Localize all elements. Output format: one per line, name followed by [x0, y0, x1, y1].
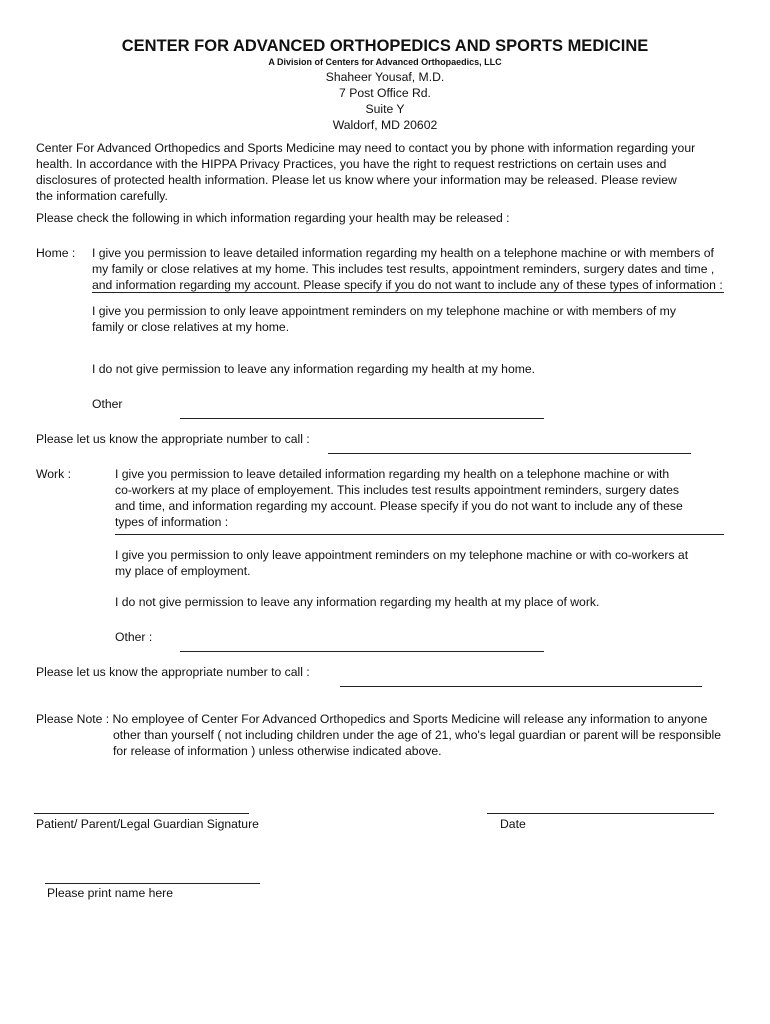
- work-option-detailed-line: co-workers at my place of employement. This includes test results appointment reminders, surgery dates: [115, 483, 680, 497]
- city-state-zip: Waldorf, MD 20602: [332, 118, 438, 132]
- work-option-detailed-line: and time, and information regarding my account. Please specify if you do not want to include any of these: [115, 499, 683, 513]
- print-name-field[interactable]: [45, 883, 260, 884]
- print-name-label: Please print name here: [47, 886, 174, 900]
- work-option-detailed-line: types of information :: [115, 515, 229, 529]
- home-option-detailed-line: my family or close relatives at my home. This includes test results, appointment reminders, surgery dates and time ,: [92, 262, 715, 276]
- signature-field[interactable]: [34, 813, 249, 814]
- home-option-reminders-line: I give you permission to only leave appointment reminders on my telephone machine or with members of my: [92, 304, 676, 318]
- home-option-reminders[interactable]: [92, 303, 676, 335]
- home-other-field[interactable]: [180, 418, 544, 419]
- suite: Suite Y: [365, 102, 405, 116]
- intro-line: disclosures of protected health information. Please let us know where your information may be released. Please review: [36, 173, 677, 187]
- intro-paragraph: [36, 140, 695, 204]
- note-line-3: for release of information ) unless otherwise indicated above.: [113, 744, 442, 758]
- work-other-field[interactable]: [180, 651, 544, 652]
- work-exclusions-line[interactable]: [115, 534, 724, 535]
- intro-line: Center For Advanced Orthopedics and Sports Medicine may need to contact you by phone with information regarding your: [36, 141, 696, 155]
- note-line-2: other than yourself ( not including children under the age of 21, who's legal guardian or parent will be responsible: [113, 728, 722, 742]
- home-option-detailed-line: and information regarding my account. Please specify if you do not want to include any of these types of information :: [92, 278, 723, 292]
- home-option-detailed-line: I give you permission to leave detailed information regarding my health on a telephone machine or with members of: [92, 246, 714, 260]
- work-option-none[interactable]: I do not give permission to leave any information regarding my health at my place of work.: [115, 595, 600, 609]
- street-address: 7 Post Office Rd.: [339, 86, 431, 100]
- work-option-detailed-line: I give you permission to leave detailed information regarding my health on a telephone machine or with: [115, 467, 670, 481]
- work-option-reminders-line: I give you permission to only leave appointment reminders on my telephone machine or with co-workers at: [115, 548, 689, 562]
- signature-label: Patient/ Parent/Legal Guardian Signature: [36, 817, 259, 831]
- work-number-label: Please let us know the appropriate number to call :: [36, 665, 310, 679]
- home-other-label: Other: [92, 397, 123, 411]
- work-number-field[interactable]: [340, 686, 702, 687]
- work-label: Work :: [36, 467, 71, 481]
- home-number-field[interactable]: [328, 453, 691, 454]
- home-option-none[interactable]: I do not give permission to leave any information regarding my health at my home.: [92, 362, 536, 376]
- home-option-detailed[interactable]: [92, 245, 723, 293]
- home-exclusions-line[interactable]: [92, 292, 724, 293]
- form-subtitle: A Division of Centers for Advanced Orthopaedics, LLC: [268, 57, 502, 67]
- date-label: Date: [500, 817, 526, 831]
- work-option-reminders[interactable]: [115, 547, 688, 579]
- home-option-reminders-line: family or close relatives at my home.: [92, 320, 290, 334]
- doctor-name: Shaheer Yousaf, M.D.: [325, 70, 445, 84]
- form-title: CENTER FOR ADVANCED ORTHOPEDICS AND SPORTS MEDICINE: [121, 37, 649, 55]
- home-label: Home :: [36, 246, 76, 260]
- instruction-text: Please check the following in which information regarding your health may be released :: [36, 211, 510, 225]
- note-line-1: Please Note : No employee of Center For Advanced Orthopedics and Sports Medicine will release any information to anyone: [36, 712, 708, 726]
- work-option-detailed[interactable]: [115, 466, 683, 530]
- intro-line: the information carefully.: [36, 189, 168, 203]
- work-other-label: Other :: [115, 630, 153, 644]
- home-number-label: Please let us know the appropriate number to call :: [36, 432, 310, 446]
- date-field[interactable]: [487, 813, 714, 814]
- work-option-reminders-line: my place of employment.: [115, 564, 251, 578]
- intro-line: health. In accordance with the HIPPA Privacy Practices, you have the right to request restrictions on certain uses and: [36, 157, 667, 171]
